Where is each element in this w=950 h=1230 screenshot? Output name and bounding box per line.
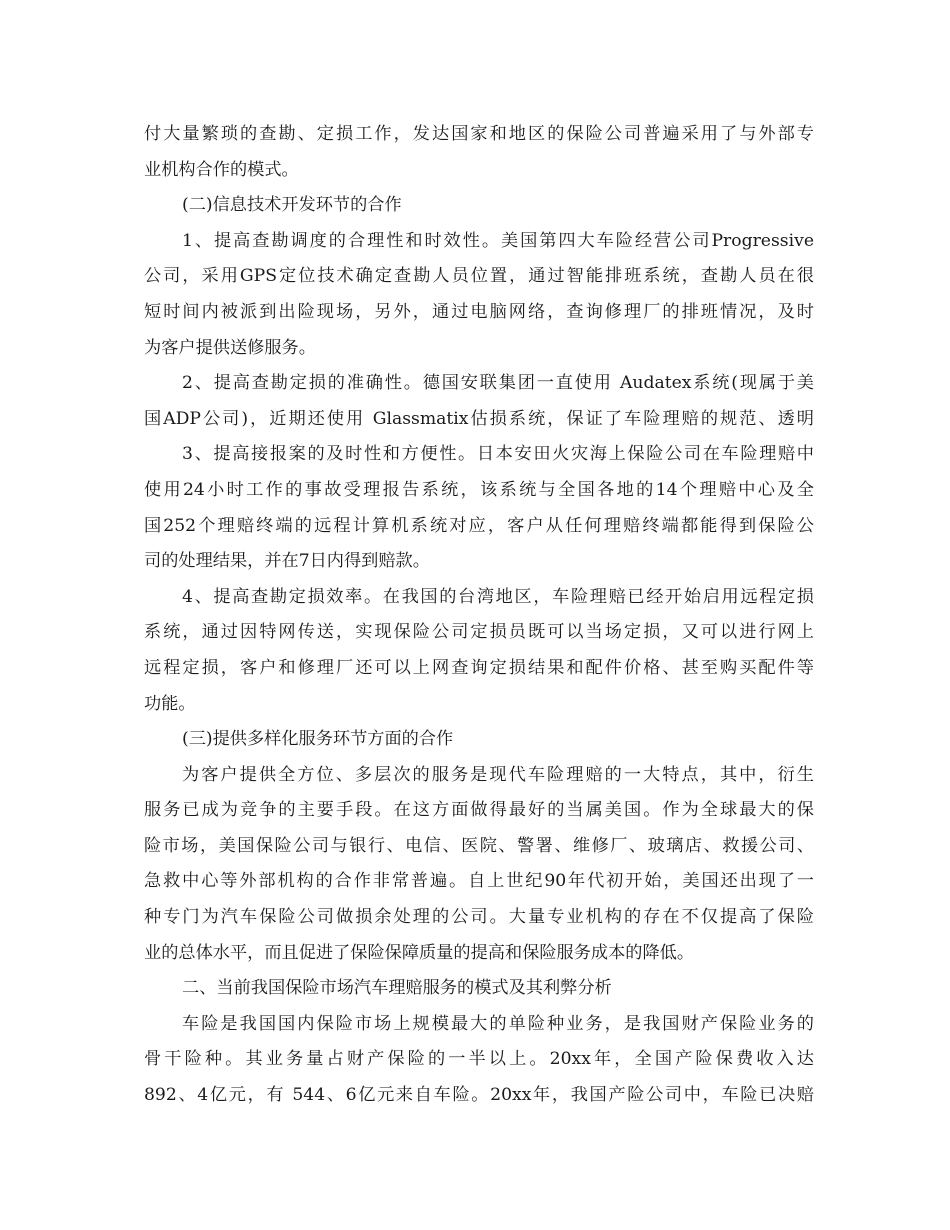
text-line: 业机构合作的模式。 (144, 159, 299, 180)
text-line: 短时间内被派到出险现场，另外，通过电脑网络，查询修理厂的排班情况，及时 (144, 301, 814, 322)
text-line: 为客户提供全方位、多层次的服务是现代车险理赔的一大特点，其中，衍生 (182, 764, 814, 785)
text-line: 远程定损，客户和修理厂还可以上网查询定损结果和配件价格、甚至购买配件等 (144, 657, 814, 678)
text-line: 业的总体水平，而且促进了保险保障质量的提高和保险服务成本的降低。 (144, 942, 695, 963)
text-line: 骨干险种。其业务量占财产保险的一半以上。20xx年，全国产险保费收入达 (144, 1049, 814, 1070)
text-line: 服务已成为竞争的主要手段。在这方面做得最好的当属美国。作为全球最大的保 (144, 800, 814, 821)
text-line: 急救中心等外部机构的合作非常普遍。自上世纪90年代初开始，美国还出现了一 (144, 871, 814, 892)
text-line: 2、提高查勘定损的准确性。德国安联集团一直使用 Audatex系统(现属于美 (182, 373, 814, 394)
text-line: 公司，采用GPS定位技术确定查勘人员位置，通过智能排班系统，查勘人员在很 (144, 266, 814, 287)
text-line: 3、提高接报案的及时性和方便性。日本安田火灾海上保险公司在车险理赔中 (182, 444, 814, 465)
text-line: 险市场，美国保险公司与银行、电信、医院、警署、维修厂、玻璃店、救援公司、 (144, 835, 814, 856)
text-line: 使用24小时工作的事故受理报告系统，该系统与全国各地的14个理赔中心及全 (144, 479, 814, 500)
text-line: 1、提高查勘调度的合理性和时效性。美国第四大车险经营公司Progressive (182, 230, 814, 251)
text-line: 种专门为汽车保险公司做损余处理的公司。大量专业机构的存在不仅提高了保险 (144, 907, 814, 928)
text-line: (二)信息技术开发环节的合作 (182, 195, 402, 216)
text-line: 国ADP公司)，近期还使用 Glassmatix估损系统，保证了车险理赔的规范、透明 (144, 408, 814, 429)
text-line: 为客户提供送修服务。 (144, 337, 316, 358)
text-line: 系统，通过因特网传送，实现保险公司定损员既可以当场定损，又可以进行网上 (144, 622, 814, 643)
text-line: 司的处理结果，并在7日内得到赔款。 (144, 551, 430, 572)
text-line: 892、4亿元，有 544、6亿元来自车险。20xx年，我国产险公司中，车险已决赔 (144, 1085, 814, 1106)
text-line: (三)提供多样化服务环节方面的合作 (182, 729, 454, 750)
text-line: 二、当前我国保险市场汽车理赔服务的模式及其利弊分析 (182, 978, 612, 999)
document-body (144, 117, 814, 1114)
text-line: 国252个理赔终端的远程计算机系统对应，客户从任何理赔终端都能得到保险公 (144, 515, 814, 536)
text-line: 4、提高查勘定损效率。在我国的台湾地区，车险理赔已经开始启用远程定损 (182, 586, 814, 607)
text-line: 功能。 (144, 693, 196, 714)
text-line: 车险是我国国内保险市场上规模最大的单险种业务，是我国财产保险业务的 (182, 1013, 814, 1034)
text-line: 付大量繁琐的查勘、定损工作，发达国家和地区的保险公司普遍采用了与外部专 (144, 124, 814, 144)
